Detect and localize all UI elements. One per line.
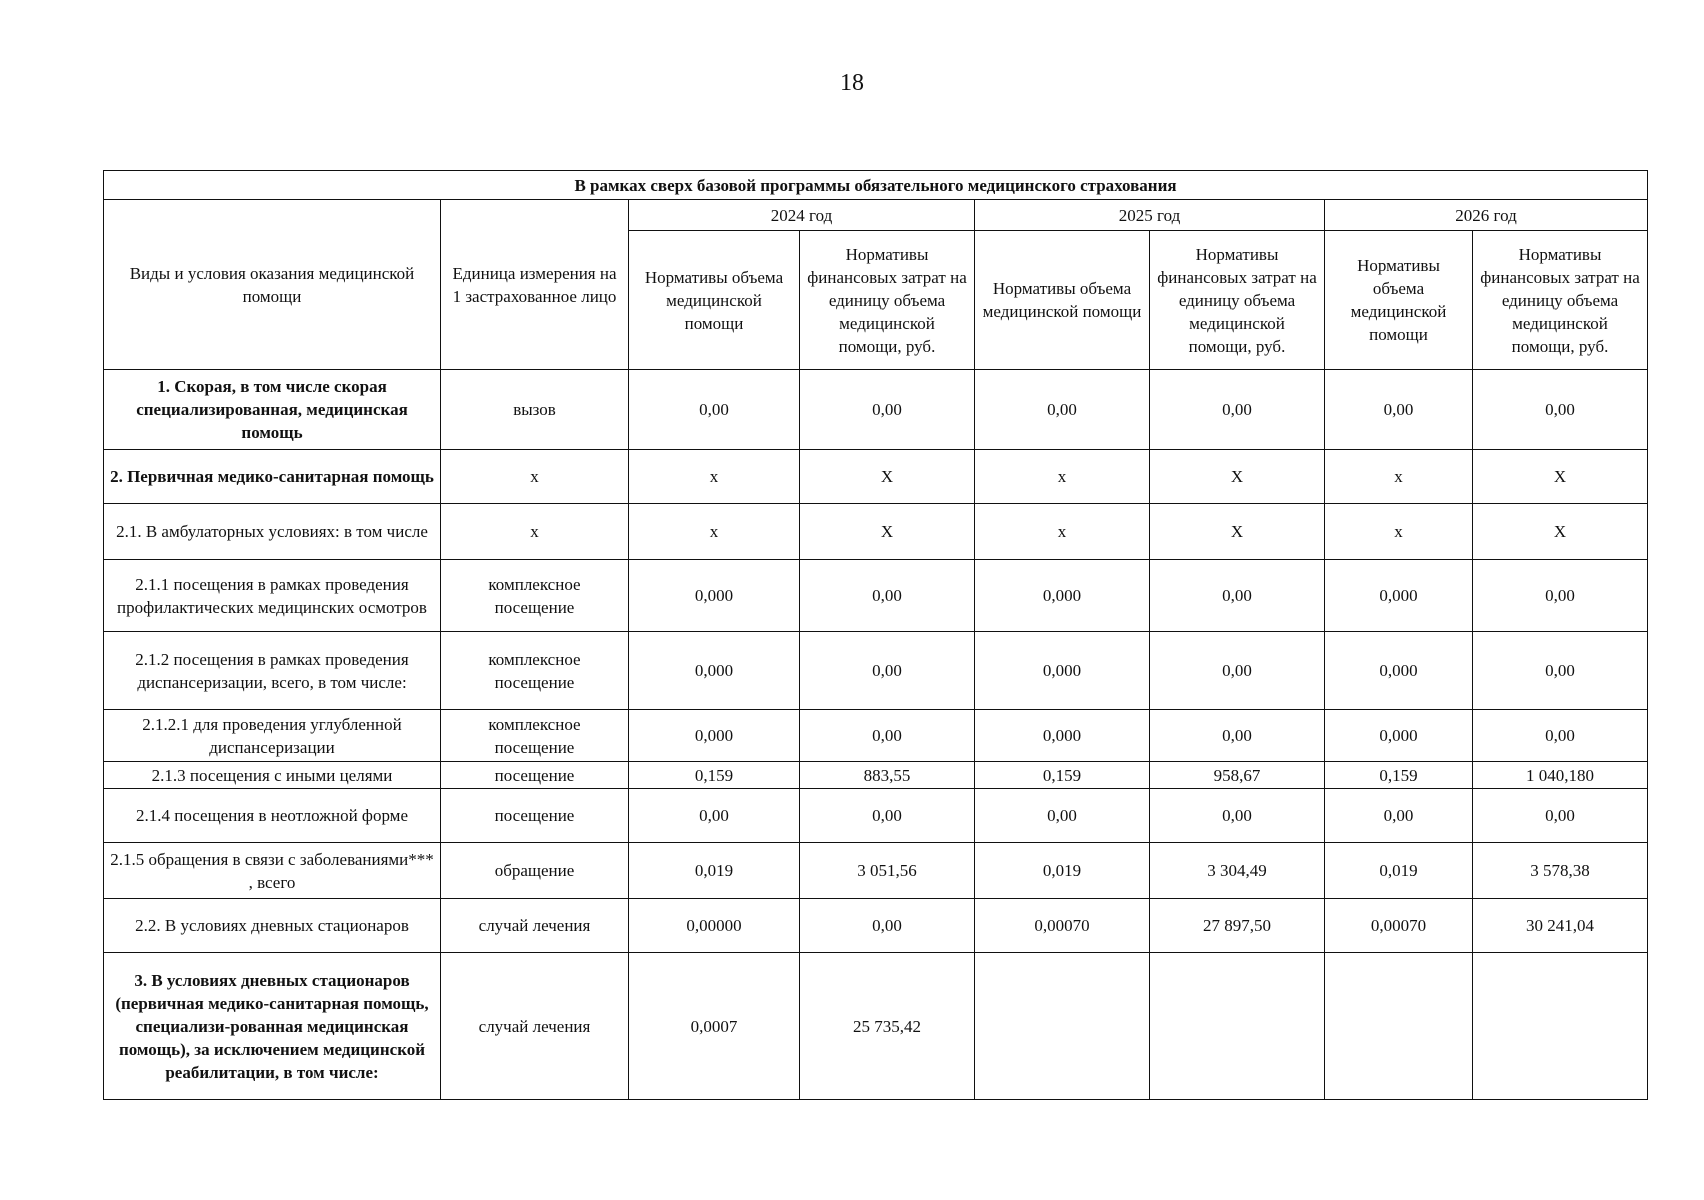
cell-volume-2026: [1325, 953, 1473, 1100]
cell-volume-2025: x: [975, 450, 1150, 504]
cell-volume-2024: 0,159: [629, 762, 800, 789]
cell-cost-2025: 0,00: [1150, 710, 1325, 762]
cell-cost-2024: 0,00: [800, 370, 975, 450]
cell-cost-2026: 0,00: [1473, 632, 1648, 710]
cell-volume-2024: 0,00: [629, 789, 800, 843]
cell-cost-2026: 0,00: [1473, 710, 1648, 762]
cell-volume-2026: x: [1325, 450, 1473, 504]
cell-cost-2024: 3 051,56: [800, 843, 975, 899]
header-row-years: [104, 200, 1648, 231]
header-cost-2025: Нормативы финансовых затрат на единицу объема медицинской помощи, руб.: [1150, 231, 1325, 370]
cell-volume-2024: 0,000: [629, 710, 800, 762]
title-row: [104, 171, 1648, 200]
row-name: 1. Скорая, в том числе скорая специализированная, медицинская помощь: [104, 370, 441, 450]
row-name: 3. В условиях дневных стационаров (первичная медико-санитарная помощь, специализи-рованная медицинская помощь), за исключением медицинской реабилитации, в том числе:: [104, 953, 441, 1100]
row-name: 2. Первичная медико-санитарная помощь: [104, 450, 441, 504]
cell-volume-2026: 0,000: [1325, 632, 1473, 710]
row-unit: случай лечения: [441, 953, 629, 1100]
row-unit: вызов: [441, 370, 629, 450]
cell-volume-2026: x: [1325, 504, 1473, 560]
cell-volume-2025: 0,019: [975, 843, 1150, 899]
cell-volume-2025: 0,00: [975, 789, 1150, 843]
cell-cost-2025: 958,67: [1150, 762, 1325, 789]
cell-volume-2025: 0,00: [975, 370, 1150, 450]
row-name: 2.1.3 посещения с иными целями: [104, 762, 441, 789]
cell-cost-2024: 0,00: [800, 710, 975, 762]
row-name: 2.1.5 обращения в связи с заболеваниями*** , всего: [104, 843, 441, 899]
row-name: 2.1. В амбулаторных условиях: в том числе: [104, 504, 441, 560]
cell-volume-2025: 0,000: [975, 710, 1150, 762]
cell-volume-2024: 0,00000: [629, 899, 800, 953]
cell-cost-2024: 0,00: [800, 560, 975, 632]
cell-volume-2026: 0,00: [1325, 789, 1473, 843]
cell-cost-2026: [1473, 953, 1648, 1100]
cell-cost-2026: 1 040,180: [1473, 762, 1648, 789]
table-row: [104, 843, 1648, 899]
header-cost-2024: Нормативы финансовых затрат на единицу объема медицинской помощи, руб.: [800, 231, 975, 370]
header-volume-2025: Нормативы объема медицинской помощи: [975, 231, 1150, 370]
table-row: [104, 789, 1648, 843]
table-row: [104, 953, 1648, 1100]
cell-volume-2024: x: [629, 504, 800, 560]
cell-cost-2026: 0,00: [1473, 560, 1648, 632]
table-row: [104, 450, 1648, 504]
cell-volume-2026: 0,00: [1325, 370, 1473, 450]
cell-cost-2026: 0,00: [1473, 789, 1648, 843]
header-cost-2026: Нормативы финансовых затрат на единицу объема медицинской помощи, руб.: [1473, 231, 1648, 370]
cell-cost-2024: X: [800, 504, 975, 560]
row-unit: комплексное посещение: [441, 710, 629, 762]
cell-volume-2025: x: [975, 504, 1150, 560]
cell-cost-2026: 3 578,38: [1473, 843, 1648, 899]
cell-cost-2025: 0,00: [1150, 560, 1325, 632]
row-unit: случай лечения: [441, 899, 629, 953]
cell-cost-2024: 883,55: [800, 762, 975, 789]
cell-volume-2025: 0,000: [975, 632, 1150, 710]
header-volume-2026: Нормативы объема медицинской помощи: [1325, 231, 1473, 370]
header-volume-2024: Нормативы объема медицинской помощи: [629, 231, 800, 370]
row-name: 2.2. В условиях дневных стационаров: [104, 899, 441, 953]
cell-volume-2026: 0,000: [1325, 710, 1473, 762]
cell-cost-2025: [1150, 953, 1325, 1100]
cell-cost-2025: 27 897,50: [1150, 899, 1325, 953]
table-row: [104, 370, 1648, 450]
row-unit: комплексное посещение: [441, 632, 629, 710]
table-row: [104, 899, 1648, 953]
cell-volume-2026: 0,159: [1325, 762, 1473, 789]
cell-cost-2025: X: [1150, 450, 1325, 504]
cell-cost-2024: 0,00: [800, 789, 975, 843]
page-number: 18: [840, 70, 864, 96]
row-name: 2.1.1 посещения в рамках проведения профилактических медицинских осмотров: [104, 560, 441, 632]
row-name: 2.1.2 посещения в рамках проведения диспансеризации, всего, в том числе:: [104, 632, 441, 710]
cell-volume-2026: 0,000: [1325, 560, 1473, 632]
table-title: В рамках сверх базовой программы обязательного медицинского страхования: [104, 171, 1648, 200]
table-row: [104, 762, 1648, 789]
row-unit: x: [441, 450, 629, 504]
cell-volume-2025: 0,159: [975, 762, 1150, 789]
cell-volume-2024: 0,000: [629, 560, 800, 632]
cell-cost-2024: X: [800, 450, 975, 504]
cell-volume-2024: x: [629, 450, 800, 504]
header-year-2025: 2025 год: [975, 200, 1325, 231]
table-row: [104, 632, 1648, 710]
row-unit: x: [441, 504, 629, 560]
row-unit: посещение: [441, 762, 629, 789]
row-unit: посещение: [441, 789, 629, 843]
cell-volume-2024: 0,019: [629, 843, 800, 899]
cell-cost-2026: 30 241,04: [1473, 899, 1648, 953]
cell-cost-2025: 0,00: [1150, 370, 1325, 450]
cell-cost-2024: 0,00: [800, 632, 975, 710]
header-year-2024: 2024 год: [629, 200, 975, 231]
cell-cost-2024: 25 735,42: [800, 953, 975, 1100]
cell-cost-2026: X: [1473, 504, 1648, 560]
header-year-2026: 2026 год: [1325, 200, 1648, 231]
cell-cost-2025: 0,00: [1150, 789, 1325, 843]
cell-volume-2025: 0,00070: [975, 899, 1150, 953]
cell-cost-2026: X: [1473, 450, 1648, 504]
cell-volume-2024: 0,0007: [629, 953, 800, 1100]
cell-cost-2025: 3 304,49: [1150, 843, 1325, 899]
cell-cost-2025: 0,00: [1150, 632, 1325, 710]
cell-volume-2024: 0,00: [629, 370, 800, 450]
cell-volume-2024: 0,000: [629, 632, 800, 710]
norms-table: [103, 170, 1648, 1100]
cell-volume-2025: 0,000: [975, 560, 1150, 632]
table-row: [104, 710, 1648, 762]
cell-volume-2026: 0,00070: [1325, 899, 1473, 953]
row-unit: комплексное посещение: [441, 560, 629, 632]
table-row: [104, 504, 1648, 560]
cell-cost-2026: 0,00: [1473, 370, 1648, 450]
cell-cost-2024: 0,00: [800, 899, 975, 953]
row-name: 2.1.4 посещения в неотложной форме: [104, 789, 441, 843]
cell-volume-2026: 0,019: [1325, 843, 1473, 899]
header-unit: Единица измерения на 1 застрахованное лицо: [441, 200, 629, 370]
header-type: Виды и условия оказания медицинской помощи: [104, 200, 441, 370]
row-unit: обращение: [441, 843, 629, 899]
table-row: [104, 560, 1648, 632]
cell-volume-2025: [975, 953, 1150, 1100]
cell-cost-2025: X: [1150, 504, 1325, 560]
row-name: 2.1.2.1 для проведения углубленной диспансеризации: [104, 710, 441, 762]
